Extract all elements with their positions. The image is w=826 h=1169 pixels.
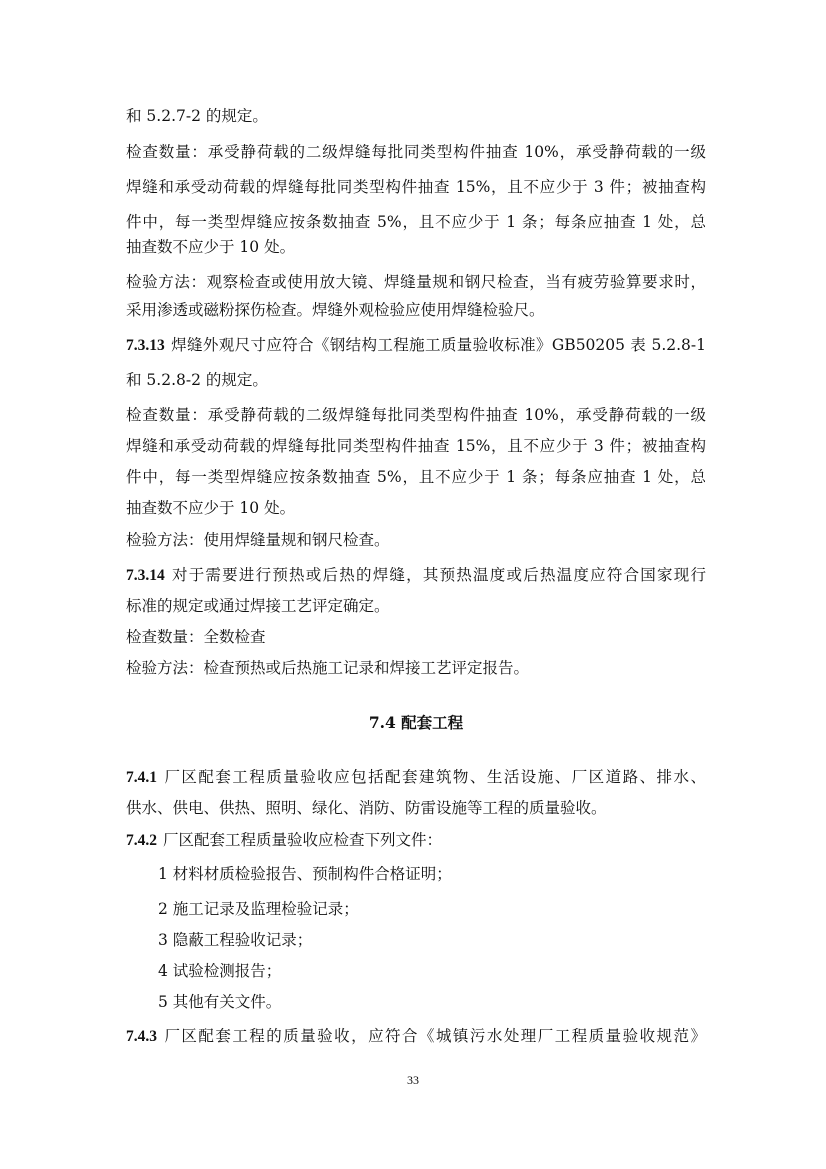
clause-7-4-3 [126, 1026, 706, 1046]
text-line: 焊缝和承受动荷载的焊缝每批同类型构件抽查 15%，且不应少于 3 件；被抽查构 [126, 178, 706, 196]
text-line: 检验方法：使用焊缝量规和钢尺检查。 [126, 531, 390, 549]
clause-7-3-13 [126, 335, 706, 355]
text-line: 供水、供电、供热、照明、绿化、消防、防雷设施等工程的质量验收。 [126, 799, 607, 817]
list-item: 3 隐蔽工程验收记录； [158, 931, 313, 949]
section-heading: 7.4 配套工程 [368, 713, 464, 732]
text-line: 采用渗透或磁粉探伤检查。焊缝外观检验应使用焊缝检验尺。 [126, 301, 545, 319]
clause-text: 厂区配套工程质量验收应检查下列文件： [163, 831, 443, 849]
clause-text: 厂区配套工程的质量验收，应符合《城镇污水处理厂工程质量验收规范》 [163, 1027, 706, 1045]
text-line: 件中，每一类型焊缝应按条数抽查 5%，且不应少于 1 条；每条应抽查 1 处，总 [126, 468, 706, 486]
clause-7-3-14 [126, 565, 706, 585]
clause-number: 7.3.14 [126, 567, 165, 584]
text-line: 抽查数不应少于 10 处。 [126, 238, 296, 256]
list-item: 2 施工记录及监理检验记录； [158, 900, 359, 918]
clause-number: 7.4.3 [126, 1028, 157, 1045]
text-line: 抽查数不应少于 10 处。 [126, 499, 296, 517]
clause-7-4-2 [126, 830, 706, 851]
list-item: 5 其他有关文件。 [158, 993, 282, 1011]
text-line: 件中，每一类型焊缝应按条数抽查 5%，且不应少于 1 条；每条应抽查 1 处，总 [126, 213, 706, 231]
list-item: 4 试验检测报告； [158, 962, 282, 980]
text-line: 检查数量：承受静荷载的二级焊缝每批同类型构件抽查 10%，承受静荷载的一级 [126, 406, 706, 424]
text-line: 焊缝和承受动荷载的焊缝每批同类型构件抽查 15%，且不应少于 3 件；被抽查构 [126, 437, 706, 455]
clause-text: 焊缝外观尺寸应符合《钢结构工程施工质量验收标准》GB50205 表 5.2.8-1 [170, 336, 706, 354]
clause-7-4-1 [126, 767, 706, 787]
text-line: 和 5.2.7-2 的规定。 [126, 107, 268, 125]
clause-number: 7.3.13 [126, 337, 165, 354]
text-line: 检查数量：承受静荷载的二级焊缝每批同类型构件抽查 10%，承受静荷载的一级 [126, 143, 706, 161]
clause-number: 7.4.2 [126, 832, 157, 849]
clause-number: 7.4.1 [126, 769, 157, 786]
list-item: 1 材料材质检验报告、预制构件合格证明； [158, 865, 452, 883]
text-line: 和 5.2.8-2 的规定。 [126, 371, 268, 389]
page-number: 33 [407, 1073, 419, 1087]
text-line: 检验方法：检查预热或后热施工记录和焊接工艺评定报告。 [126, 659, 530, 677]
text-line: 检验方法：观察检查或使用放大镜、焊缝量规和钢尺检查，当有疲劳验算要求时， [126, 273, 706, 291]
text-line: 标准的规定或通过焊接工艺评定确定。 [126, 597, 390, 615]
text-line: 检查数量：全数检查 [126, 628, 266, 646]
clause-text: 厂区配套工程质量验收应包括配套建筑物、生活设施、厂区道路、排水、 [163, 768, 706, 786]
clause-text: 对于需要进行预热或后热的焊缝，其预热温度或后热温度应符合国家现行 [170, 566, 706, 584]
